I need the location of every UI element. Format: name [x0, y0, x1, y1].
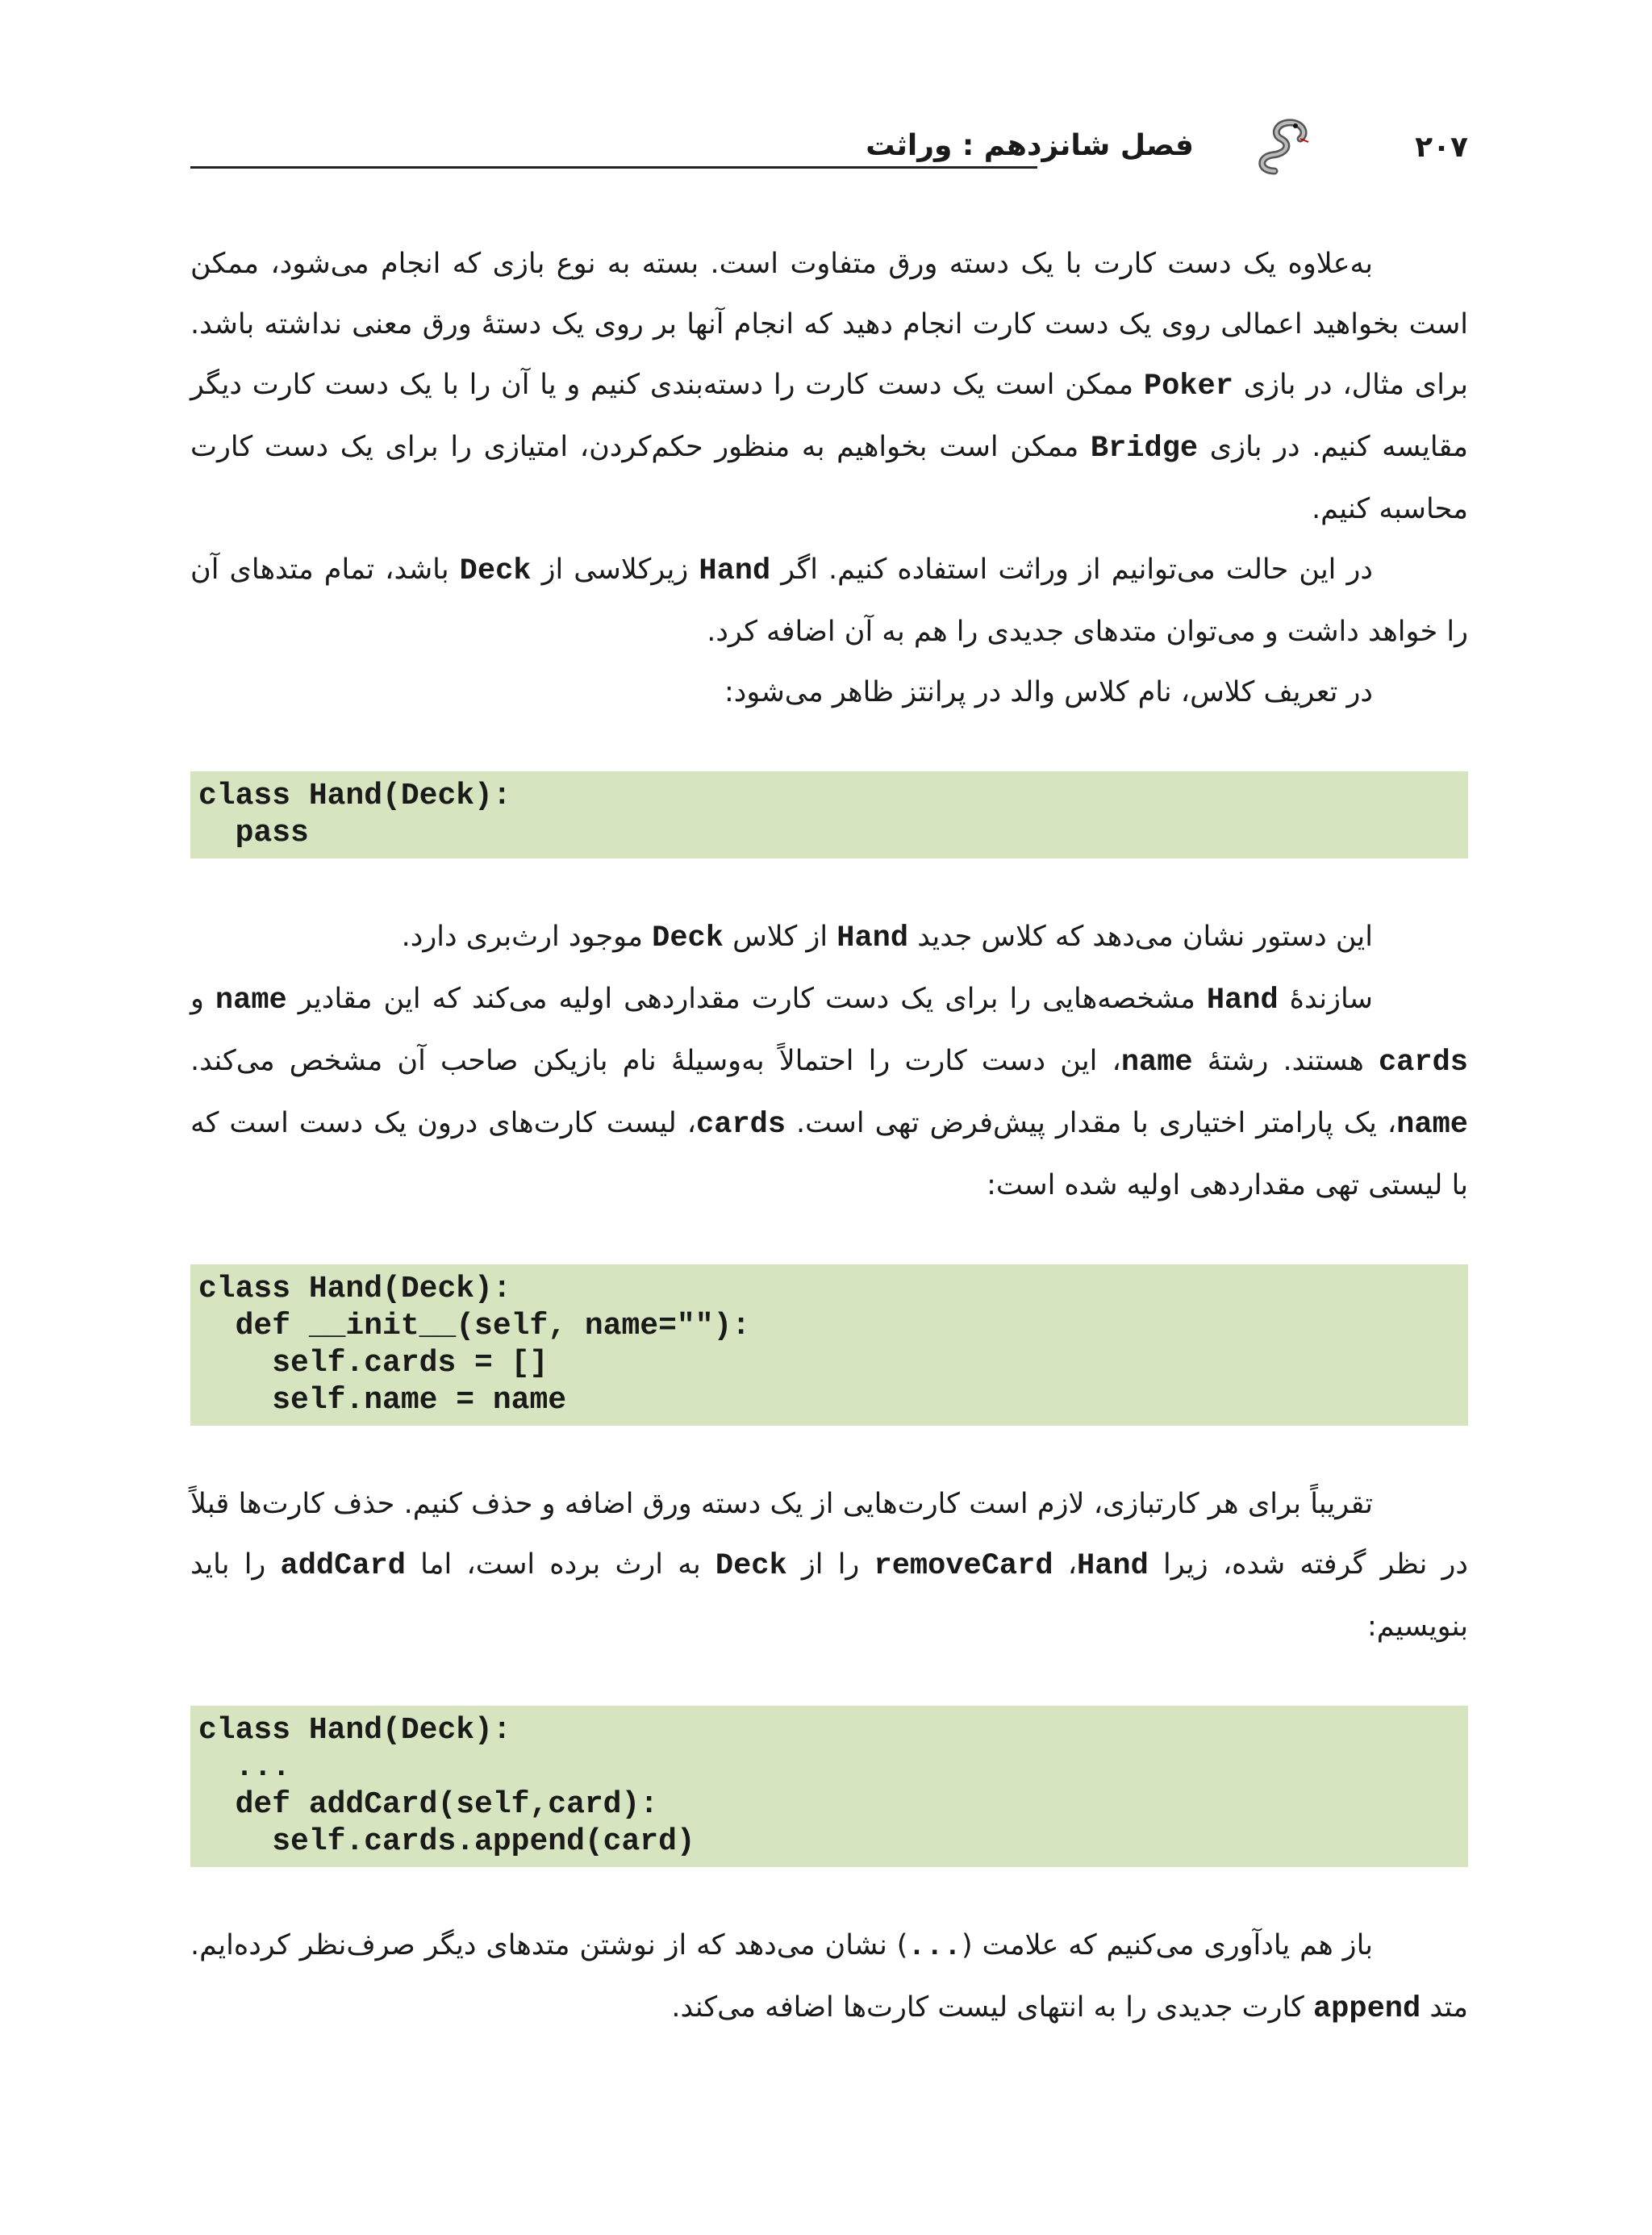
text-run: را از [786, 1548, 874, 1581]
inline-code: name [215, 984, 287, 1017]
inline-code: cards [1378, 1046, 1468, 1080]
body-paragraph [190, 662, 1468, 723]
inline-code: Poker [1143, 370, 1233, 403]
inline-code: ... [907, 1930, 962, 1964]
body-paragraph [190, 234, 1468, 540]
code-line: class Hand(Deck): [198, 1272, 511, 1306]
inline-code: Hand [836, 921, 909, 955]
text-run: از کلاس [723, 921, 837, 953]
inline-code: append [1312, 1992, 1421, 2026]
text-run: کارت جدیدی را به انتهای لیست کارت‌ها اضافه می‌کند. [671, 1991, 1313, 2024]
body-paragraph [190, 1474, 1468, 1657]
inline-code: addCard [280, 1549, 406, 1583]
chapter-title: فصل شانزدهم : وراثت [866, 129, 1194, 162]
inline-code: name [1120, 1046, 1193, 1080]
text-run: باز هم یادآوری می‌کنیم که علامت ( [961, 1929, 1373, 1961]
page-number: ۲۰۷ [1415, 131, 1468, 164]
page-header [190, 121, 1468, 194]
code-line: class Hand(Deck): [198, 1713, 511, 1748]
code-line: self.cards = [] [198, 1346, 549, 1381]
text-run: مشخصه‌هایی را برای یک دست کارت مقداردهی اولیه می‌کند که این مقادیر [286, 983, 1207, 1015]
inline-code: Deck [715, 1549, 787, 1583]
code-line: pass [198, 816, 309, 850]
text-run: ، لیست کارت‌های درون یک دست است که با لیستی تهی مقداردهی اولیه شده است: [190, 1107, 1468, 1201]
body-paragraph [190, 907, 1468, 969]
inline-code: Hand [1077, 1549, 1149, 1583]
body-paragraph [190, 969, 1468, 1216]
text-run: را باید بنویسیم: [190, 1548, 1468, 1643]
text-run: موجود ارث‌بری دارد. [401, 921, 653, 953]
text-run: سازندهٔ [1278, 983, 1373, 1015]
text-run: به ارث برده است، اما [405, 1548, 715, 1581]
page-body [190, 234, 1468, 2040]
paragraph-group [190, 907, 1468, 1216]
paragraph-group [190, 234, 1468, 723]
code-line: self.cards.append(card) [198, 1824, 695, 1859]
inline-code: cards [696, 1108, 786, 1142]
code-line: self.name = name [198, 1383, 567, 1418]
inline-code: name [1396, 1108, 1468, 1142]
code-line: def __init__(self, name=""): [198, 1309, 751, 1343]
body-paragraph [190, 540, 1468, 662]
python-snake-icon [1250, 115, 1323, 179]
text-run: به‌علاوه یک دست کارت با یک دسته ورق متفاوت است. بسته به نوع بازی که انجام می‌شود، ممکن است بخواهید اعمالی روی یک دست کارت انجام دهید که انجام آنها بر روی یک دستهٔ ورق معنی نداشته باشد. برای مثال، در بازی [190, 248, 1468, 401]
text-run: ، این دست کارت را احتمالاً به‌وسیلهٔ نام بازیکن صاحب آن مشخص می‌کند. [190, 1045, 1121, 1077]
code-block [190, 1706, 1468, 1867]
inline-code: Hand [1206, 984, 1279, 1017]
text-run: زیرکلاسی از [531, 554, 699, 586]
inline-code: Hand [699, 554, 771, 588]
text-run: و [190, 983, 215, 1015]
code-block [190, 771, 1468, 858]
inline-code: Deck [459, 554, 532, 588]
body-paragraph [190, 1915, 1468, 2040]
text-run: هستند. رشتهٔ [1192, 1045, 1379, 1077]
text-run: این دستور نشان می‌دهد که کلاس جدید [908, 921, 1373, 953]
text-run: ممکن است یک دست کارت را دسته‌بندی کنیم و یا آن را با یک دست کارت دیگر مقایسه کنیم. در بازی [190, 369, 1468, 463]
paragraph-group [190, 1474, 1468, 1657]
code-line: class Hand(Deck): [198, 779, 511, 813]
text-run: ) نشان می‌دهد که از نوشتن متدهای دیگر صرف‌نظر کرده‌ایم. متد [190, 1929, 1468, 2024]
header-rule [190, 166, 1037, 169]
inline-code: Deck [652, 921, 724, 955]
text-run: باشد، تمام متدهای آن را خواهد داشت و می‌توان متدهای جدیدی را هم به آن اضافه کرد. [190, 554, 1468, 648]
text-run: در تعریف کلاس، نام کلاس والد در پرانتز ظاهر می‌شود: [724, 676, 1373, 708]
inline-code: Bridge [1090, 432, 1199, 466]
code-line: ... [198, 1750, 291, 1785]
text-run: ممکن است بخواهیم به منظور حکم‌کردن، امتیازی را برای یک دست کارت محاسبه کنیم. [190, 431, 1468, 525]
paragraph-group [190, 1915, 1468, 2040]
text-run: تقریباً برای هر کارتبازی، لازم است کارت‌هایی از یک دسته ورق اضافه و حذف کنیم. حذف کارت‌ها قبلاً در نظر گرفته شده، زیرا [190, 1488, 1468, 1581]
text-run: ، [1053, 1548, 1078, 1581]
code-block [190, 1264, 1468, 1426]
inline-code: removeCard [874, 1549, 1053, 1583]
text-run: در این حالت می‌توانیم از وراثت استفاده کنیم. اگر [770, 554, 1373, 586]
text-run: ، یک پارامتر اختیاری با مقدار پیش‌فرض تهی است. [786, 1107, 1397, 1139]
code-line: def addCard(self,card): [198, 1787, 659, 1822]
